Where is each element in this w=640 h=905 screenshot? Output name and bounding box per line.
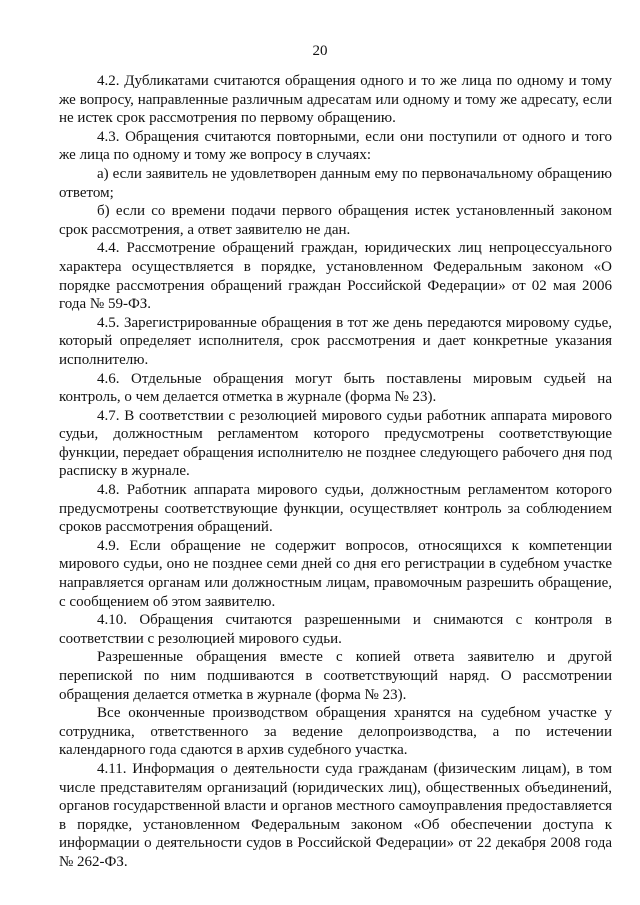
paragraph-4-3-b: б) если со времени подачи первого обращения истек установленный законом срок рассмотрения, а ответ заявителю не дан. (59, 203, 612, 238)
paragraph-4-2: 4.2. Дубликатами считаются обращения одного и то же лица по одному и тому же вопросу, направленные различным адресатам или одному и тому же адресату, если не истек срок рассмотрения по первому обращению. (59, 73, 612, 127)
paragraph-4-6: 4.6. Отдельные обращения могут быть поставлены мировым судьей на контроль, о чем делается отметка в журнале (форма № 23). (59, 370, 612, 406)
paragraph-4-9: 4.9. Если обращение не содержит вопросов, относящихся к компетенции мирового судьи, оно не позднее семи дней со дня его регистрации в судебном участке направляется органам или должностным лицам, правомочным разрешить обращение, с сообщением об этом заявителю. (59, 537, 612, 610)
paragraph-4-7: 4.7. В соответствии с резолюцией мирового судьи работник аппарата мирового судьи, должностным регламентом которого предусмотрены соответствующие функции, передает обращения исполнителю не позднее следующего рабочего дня под расписку в журнале. (59, 407, 612, 480)
paragraph-resolved: Разрешенные обращения вместе с копией ответа заявителю и другой перепиской по ним подшиваются в соответствующий наряд. О рассмотрении обращения делается отметка в журнале (форма № 23). (59, 649, 612, 703)
paragraph-4-10: 4.10. Обращения считаются разрешенными и снимаются с контроля в соответствии с резолюцией мирового судьи. (59, 612, 612, 647)
paragraph-4-11: 4.11. Информация о деятельности суда гражданам (физическим лицам), в том числе представителям организаций (юридических лиц), общественных объединений, органов государственной власти и органов местного самоуправления предоставляется в порядке, установленном Федеральным законом «Об обеспечении доступа к информации о деятельности судов в Российской Федерации» от 22 декабря 2008 года № 262-ФЗ. (59, 760, 612, 870)
page-number: 20 (312, 43, 328, 59)
paragraph-archive: Все оконченные производством обращения хранятся на судебном участке у сотрудника, ответственного за ведение делопроизводства, а по истечении календарного года сдаются в архив судебного участка. (59, 705, 612, 759)
paragraph-4-8: 4.8. Работник аппарата мирового судьи, должностным регламентом которого предусмотрены соответствующие функции, осуществляет контроль за соблюдением сроков рассмотрения обращений. (59, 482, 612, 536)
paragraph-4-3: 4.3. Обращения считаются повторными, если они поступили от одного и того же лица по одному и тому же вопросу в случаях: (59, 128, 612, 164)
paragraph-4-3-a: а) если заявитель не удовлетворен данным ему по первоначальному обращению ответом; (59, 165, 612, 201)
paragraph-4-4: 4.4. Рассмотрение обращений граждан, юридических лиц непроцессуального характера осуществляется в порядке, установленном Федеральным законом «О порядке рассмотрения обращений граждан Российской Федерации» от 02 мая 2006 года № 59-ФЗ. (59, 240, 612, 313)
paragraph-4-5: 4.5. Зарегистрированные обращения в тот же день передаются мировому судье, который определяет исполнителя, срок рассмотрения и дает конкретные указания исполнителю. (59, 314, 612, 368)
document-body (59, 72, 612, 872)
